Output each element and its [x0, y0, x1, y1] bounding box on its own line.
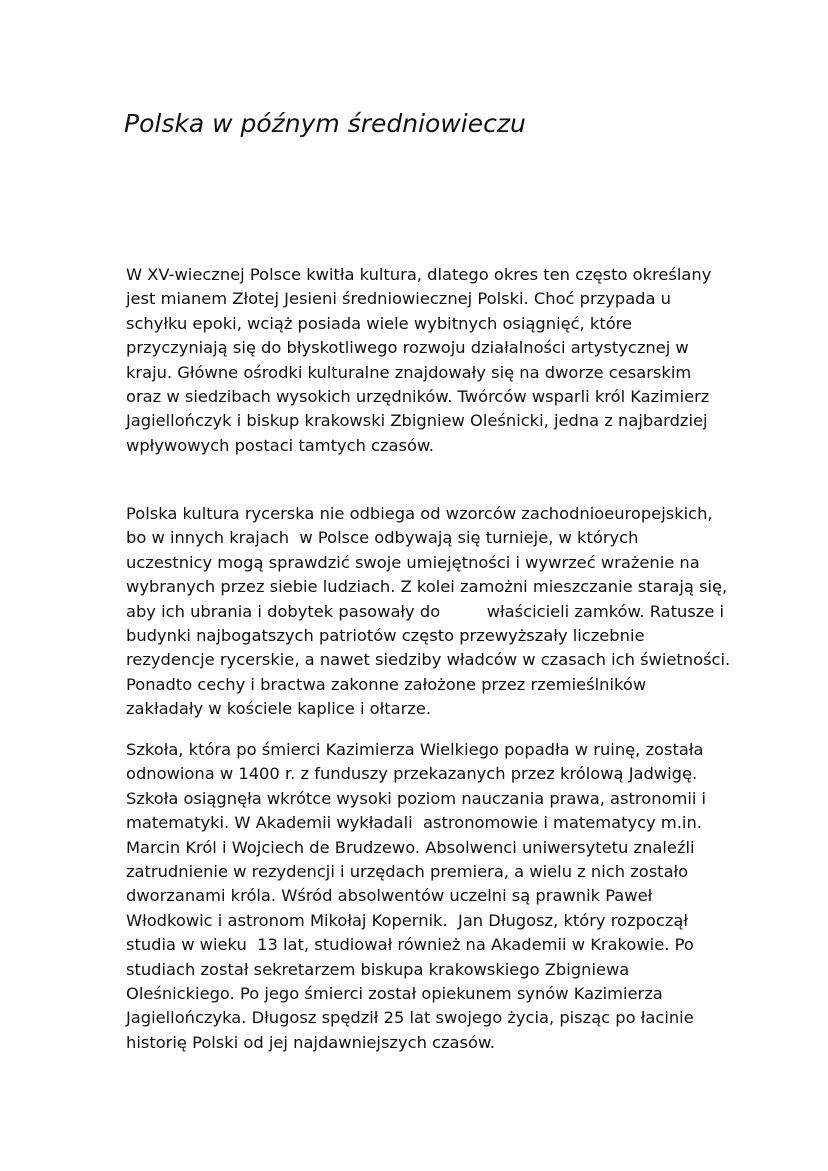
paragraph-line: dworzanami króla. Wśród absolwentów uczelni są prawnik Paweł [126, 886, 653, 906]
paragraph-line: zatrudnienie w rezydencji i urzędach premiera, a wielu z nich zostało [126, 861, 689, 881]
paragraph-line: Szkoła osiągnęła wkrótce wysoki poziom nauczania prawa, astronomii i [126, 788, 707, 808]
paragraph-line: aby ich ubrania i dobytek pasowały do właścicieli zamków. Ratusze i [126, 601, 725, 621]
paragraph-line: historię Polski od jej najdawniejszych czasów. [126, 1032, 495, 1052]
paragraph-3 [126, 738, 706, 1055]
paragraph-line: bo w innych krajach w Polsce odbywają się turnieje, w których [126, 528, 639, 548]
paragraph-line: Oleśnickiego. Po jego śmierci został opiekunem synów Kazimierza [126, 983, 663, 1003]
paragraph-2 [126, 502, 730, 722]
paragraph-line: jest mianem Złotej Jesieni średniowiecznej Polski. Choć przypada u [126, 289, 671, 309]
paragraph-line: wybranych przez siebie ludziach. Z kolei zamożni mieszczanie starają się, [126, 577, 728, 597]
paragraph-line: matematyki. W Akademii wykładali astronomowie i matematycy m.in. [126, 813, 702, 833]
paragraph-line: Włodkowic i astronom Mikołaj Kopernik. Jan Długosz, który rozpoczął [126, 910, 688, 930]
paragraph-line: kraju. Główne ośrodki kulturalne znajdowały się na dworze cesarskim [126, 362, 692, 382]
paragraph-line: schyłku epoki, wciąż posiada wiele wybitnych osiągnięć, które [126, 313, 633, 333]
paragraph-line: Ponadto cechy i bractwa zakonne założone przez rzemieślników [126, 674, 647, 694]
paragraph-line: Marcin Król i Wojciech de Brudzewo. Absolwenci uniwersytetu znaleźli [126, 837, 695, 857]
paragraph-line: odnowiona w 1400 r. z funduszy przekazanych przez królową Jadwigę. [126, 764, 698, 784]
paragraph-line: uczestnicy mogą sprawdzić swoje umiejętności i wywrzeć wrażenie na [126, 552, 700, 572]
paragraph-line: Jagiellończyka. Długosz spędził 25 lat swojego życia, pisząc po łacinie [126, 1008, 694, 1028]
paragraph-line: Szkoła, która po śmierci Kazimierza Wielkiego popadła w ruinę, została [126, 740, 704, 759]
paragraph-line: W XV-wiecznej Polsce kwitła kultura, dlatego okres ten często określany [126, 265, 712, 284]
paragraph-line: Polska kultura rycerska nie odbiega od wzorców zachodnioeuropejskich, [126, 504, 713, 523]
paragraph-line: Jagiellończyk i biskup krakowski Zbigniew Oleśnicki, jedna z najbardziej [126, 411, 708, 431]
document-title: Polska w późnym średniowieczu [124, 109, 526, 138]
paragraph-line: rezydencje rycerskie, a nawet siedziby władców w czasach ich świetności. [126, 650, 731, 670]
paragraph-line: oraz w siedzibach wysokich urzędników. Twórców wsparli król Kazimierz [126, 386, 710, 406]
paragraph-line: studiach został sekretarzem biskupa krakowskiego Zbigniewa [126, 959, 630, 979]
paragraph-line: studia w wieku 13 lat, studiował również na Akademii w Krakowie. Po [126, 935, 694, 955]
paragraph-line: wpływowych postaci tamtych czasów. [126, 435, 434, 455]
paragraph-line: budynki najbogatszych patriotów często przewyższały liczebnie [126, 625, 645, 645]
paragraph-1 [126, 263, 711, 458]
paragraph-line: przyczyniają się do błyskotliwego rozwoju działalności artystycznej w [126, 338, 689, 358]
paragraph-line: zakładały w kościele kaplice i ołtarze. [126, 699, 432, 719]
